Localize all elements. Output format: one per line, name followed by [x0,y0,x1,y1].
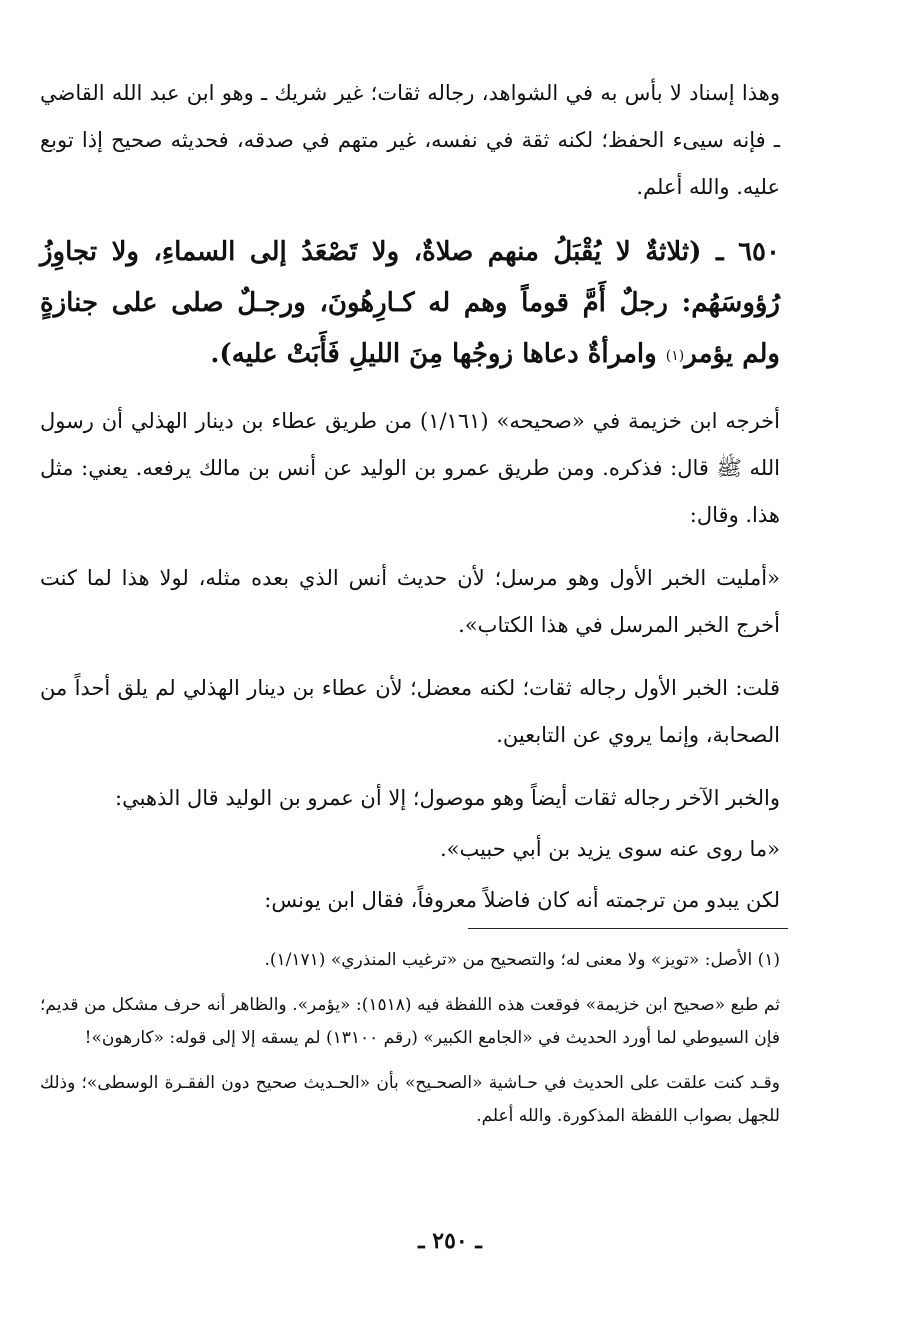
paragraph-quote-ibn-khuzaima: «أمليت الخبر الأول وهو مرسل؛ لأن حديث أنس الذي بعده مثله، لولا هذا لما كنت أخرج الخبر المرسل في هذا الكتاب». [40,566,780,637]
paragraph-second-report: والخبر الآخر رجاله ثقات أيضاً وهو موصول؛ إلا أن عمرو بن الوليد قال الذهبي: [115,786,780,810]
paragraph-ibn-yunus: لكن يبدو من ترجمته أنه كان فاضلاً معروفاً، فقال ابن يونس: [264,888,780,912]
footnote-divider [468,928,788,929]
paragraph-dhahabi-quote: «ما روى عنه سوى يزيد بن أبي حبيب». [439,837,780,861]
paragraph-isnad-note: وهذا إسناد لا بأس به في الشواهد، رجاله ثقات؛ غير شريك ـ وهو ابن عبد الله القاضي ـ فإنه سيىء الحفظ؛ لكنه ثقة في نفسه، غير متهم في صدقه، فحديثه صحيح إذا توبع عليه. والله أعلم. [40,81,780,199]
page-number: ـ ٢٥٠ ـ [418,1228,482,1254]
hadith-number: ٦٥٠ [738,237,780,267]
footnotes [40,944,780,1145]
hadith-text-part2: وامرأةٌ دعاها زوجُها مِنَ الليلِ فَأَبَتْ عليه). [210,339,666,369]
footnote-continuation: ثم طبع «صحيح ابن خزيمة» فوقعت هذه اللفظة فيه (١٥١٨): «يؤمر». والظاهر أنه حرف مشكل من قديم؛ فإن السيوطي لما أورد الحديث في «الجامع الكبير» (رقم ١٣١٠٠) لم يسقه إلا إلى قوله: «كارهون»! [40,995,780,1048]
hadith-text-part1: ـ (ثلاثةٌ لا يُقْبَلُ منهم صلاةٌ، ولا تَصْعَدُ إلى السماءِ، ولا تجاوِزُ رُؤوسَهُم: رجلٌ أَمَّ قوماً وهم له كـارِهُونَ، ورجـلٌ صلى على جنازةٍ ولم يؤمر [40,237,780,369]
footnote-remark: وقـد كنت علقت على الحديث في حـاشية «الصحـيح» بأن «الحـديث صحيح دون الفقـرة الوسطى»؛ وذلك للجهل بصواب اللفظة المذكورة. والله أعلم. [40,1073,780,1126]
main-text [40,70,780,940]
paragraph-commentary: قلت: الخبر الأول رجاله ثقات؛ لكنه معضل؛ لأن عطاء بن دينار الهذلي لم يلق أحداً من الصحابة، وإنما يروي عن التابعين. [40,676,781,747]
paragraph-takhrij: أخرجه ابن خزيمة في «صحيحه» (١/١٦١) من طريق عطاء بن دينار الهذلي أن رسول الله ﷺ قال: فذكره. ومن طريق عمرو بن الوليد عن أنس بن مالك يرفعه. يعني: مثل هذا. وقال: [40,409,780,527]
footnote-reference: (١) [665,348,685,364]
footnote-1: (١) الأصل: «تويز» ولا معنى له؛ والتصحيح من «ترغيب المنذري» (١/١٧١). [264,950,780,970]
hadith-text [40,227,780,382]
